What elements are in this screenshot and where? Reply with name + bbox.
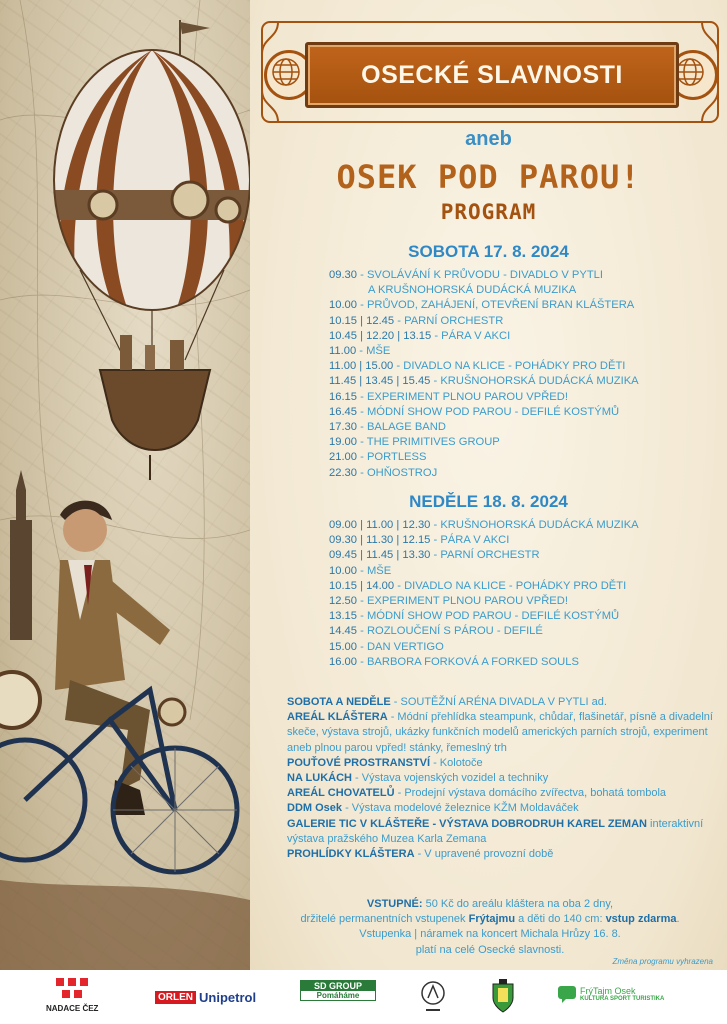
program-time: 17.30 <box>329 421 357 434</box>
ticket-info <box>262 897 718 958</box>
saturday-program <box>329 268 639 481</box>
cez-label: NADACE ČEZ <box>46 1004 99 1013</box>
program-event: A KRUŠNOHORSKÁ DUDÁCKÁ MUZIKA <box>368 284 577 297</box>
program-item <box>329 450 639 465</box>
program-item <box>329 314 639 329</box>
program-event: - DIVADLO NA KLICE - POHÁDKY PRO DĚTI <box>394 579 627 592</box>
program-event: - PÁRA V AKCI <box>430 534 510 547</box>
program-time: 19.00 <box>329 436 357 449</box>
steampunk-illustration <box>0 0 250 970</box>
program-event: - MŠE <box>357 564 392 577</box>
venue-item <box>287 695 719 710</box>
program-time: 10.15 | 12.45 <box>329 314 395 327</box>
osek-emblem-logo <box>420 978 446 1014</box>
orlen-label: ORLEN <box>155 991 196 1004</box>
program-time: 12.50 <box>329 595 357 608</box>
venue-text: - Výstava vojenských vozidel a techniky <box>351 772 549 785</box>
venue-label: DDM Osek <box>287 802 343 815</box>
program-item <box>329 435 639 450</box>
program-time: 13.15 <box>329 610 357 623</box>
program-event: - PÁRA V AKCI <box>431 329 511 342</box>
program-item <box>329 268 639 283</box>
program-item <box>329 518 639 533</box>
venue-label: AREÁL CHOVATELŮ <box>287 787 395 800</box>
venue-item <box>287 756 719 771</box>
program-time: 10.00 <box>329 564 357 577</box>
venue-text: - Módní přehlídka steampunk, chůdař, flašinetář, písně a divadelní skeče, výstava strojů, ukázky funkčních modelů amerických parních strojů, experiment aneb plnou parou vpřed! stánky, řemeslný trh <box>287 711 713 754</box>
program-event: - DIVADLO NA KLICE - POHÁDKY PRO DĚTI <box>393 360 626 373</box>
program-item <box>329 564 639 579</box>
festival-banner <box>305 42 679 108</box>
frytajm-label: FrýTajm Osek <box>580 986 636 996</box>
venues-info <box>287 695 719 862</box>
program-time: 09.30 <box>329 269 357 281</box>
program-event: - BALAGE BAND <box>357 421 446 434</box>
program-item <box>329 344 639 359</box>
program-time: 21.00 <box>329 451 357 464</box>
emblem-icon <box>420 978 446 1014</box>
unipetrol-label: Unipetrol <box>199 990 257 1005</box>
event-title: OSEK POD PAROU! <box>336 158 641 196</box>
program-item <box>329 466 639 481</box>
program-time: 10.00 <box>329 299 357 312</box>
venue-text: - V upravené provozní době <box>414 848 554 861</box>
cez-mark-icon <box>54 976 90 1002</box>
ticket-line-4: platí na celé Osecké slavnosti. <box>415 943 565 956</box>
program-event: - BARBORA FORKOVÁ A FORKED SOULS <box>357 655 579 668</box>
program-event: - DAN VERTIGO <box>357 640 444 653</box>
ticket-line-1: VSTUPNÉ: 50 Kč do areálu kláštera na oba 2 dny, <box>366 898 614 910</box>
program-event: - PORTLESS <box>357 451 427 464</box>
program-time: 22.30 <box>329 466 357 479</box>
sponsor-bar <box>0 970 727 1024</box>
program-item <box>329 655 639 670</box>
program-event: - THE PRIMITIVES GROUP <box>357 436 500 449</box>
program-event: - EXPERIMENT PLNOU PAROU VPŘED! <box>357 595 568 608</box>
frytajm-sub: KULTURA SPORT TURISTIKA <box>580 996 665 1002</box>
frytajm-logo <box>557 984 664 1004</box>
program-item <box>329 624 639 639</box>
program-time: 16.00 <box>329 655 357 668</box>
program-item <box>329 374 639 389</box>
osek-coat-of-arms-logo <box>490 978 516 1014</box>
program-event: - MÓDNÍ SHOW POD PAROU - DEFILÉ KOSTÝMŮ <box>357 405 620 418</box>
program-event: - MÓDNÍ SHOW POD PAROU - DEFILÉ KOSTÝMŮ <box>357 610 620 623</box>
program-item <box>329 283 639 298</box>
program-time: 15.00 <box>329 640 357 653</box>
sunday-program <box>329 518 639 670</box>
program-label: PROGRAM <box>440 200 537 224</box>
program-item <box>329 533 639 548</box>
venue-label: GALERIE TIC V KLÁŠTEŘE - VÝSTAVA DOBRODRUH KAREL ZEMAN <box>287 817 647 830</box>
banner-title: OSECKÉ SLAVNOSTI <box>361 60 623 89</box>
ticket-line-3: Vstupenka | náramek na koncert Michala Hrůzy 16. 8. <box>359 928 621 941</box>
venue-label: SOBOTA A NEDĚLE <box>287 696 391 708</box>
program-item <box>329 548 639 563</box>
sunday-heading: NEDĚLE 18. 8. 2024 <box>409 492 568 511</box>
program-event: - PRŮVOD, ZAHÁJENÍ, OTEVŘENÍ BRAN KLÁŠTERA <box>357 299 635 312</box>
ticket-line-2: držitelé permanentních vstupenek Frýtajmu a děti do 140 cm: vstup zdarma. <box>300 913 680 926</box>
venue-label: NA LUKÁCH <box>287 772 352 785</box>
sd-group-sub: Pomáháme <box>316 991 360 1000</box>
cez-logo <box>46 976 98 1013</box>
program-item <box>329 329 639 344</box>
program-item <box>329 390 639 405</box>
program-event: - PARNÍ ORCHESTR <box>394 314 504 327</box>
venue-item <box>287 771 719 786</box>
program-time: 11.45 | 13.45 | 15.45 <box>329 375 431 388</box>
program-time: 10.45 | 12.20 | 13.15 <box>329 329 432 342</box>
program-item <box>329 359 639 374</box>
program-event: - OHŇOSTROJ <box>357 466 438 479</box>
program-item <box>329 420 639 435</box>
program-time: 16.15 <box>329 390 357 403</box>
venue-text: - Prodejní výstava domácího zvířectva, bohatá tombola <box>394 787 667 800</box>
venue-label: POUŤOVÉ PROSTRANSTVÍ <box>287 756 431 769</box>
program-event: - PARNÍ ORCHESTR <box>430 549 540 562</box>
change-notice: Změna programu vyhrazena <box>612 957 713 966</box>
program-event: - EXPERIMENT PLNOU PAROU VPŘED! <box>357 390 568 403</box>
program-item <box>329 298 639 313</box>
aneb-label: aneb <box>465 128 512 150</box>
coat-of-arms-icon <box>490 978 516 1014</box>
program-item <box>329 640 639 655</box>
orlen-logo <box>155 990 256 1005</box>
illustration-svg <box>0 0 250 970</box>
program-item <box>329 609 639 624</box>
program-time: 14.45 <box>329 625 357 638</box>
venue-item <box>287 817 719 847</box>
program-time: 11.00 <box>329 345 357 358</box>
frytajm-chat-icon <box>557 984 577 1004</box>
program-time: 11.00 | 15.00 <box>329 360 394 373</box>
program-event: - SVOLÁVÁNÍ K PRŮVODU - DIVADLO V PYTLI <box>357 269 603 281</box>
program-time: 09.00 | 11.00 | 12.30 <box>329 519 431 531</box>
sd-group-label: SD GROUP <box>301 981 375 991</box>
venue-label: AREÁL KLÁŠTERA <box>287 711 388 724</box>
program-time: 10.15 | 14.00 <box>329 579 395 592</box>
program-item <box>329 405 639 420</box>
program-event: - KRUŠNOHORSKÁ DUDÁCKÁ MUZIKA <box>430 519 639 531</box>
program-time: 16.45 <box>329 405 357 418</box>
program-time: 09.30 | 11.30 | 12.15 <box>329 534 431 547</box>
frytajm-text <box>580 986 664 1002</box>
program-item <box>329 579 639 594</box>
venue-item <box>287 710 719 756</box>
program-event: - KRUŠNOHORSKÁ DUDÁCKÁ MUZIKA <box>430 375 639 388</box>
program-event: - ROZLOUČENÍ S PÁROU - DEFILÉ <box>357 625 543 638</box>
venue-label: PROHLÍDKY KLÁŠTERA <box>287 848 415 861</box>
saturday-heading: SOBOTA 17. 8. 2024 <box>408 242 569 261</box>
program-item <box>329 594 639 609</box>
venue-item <box>287 786 719 801</box>
venue-item <box>287 847 719 862</box>
venue-text: - Výstava modelové železnice KŽM Moldaváček <box>342 802 579 815</box>
sd-group-logo <box>300 980 376 1001</box>
venue-item <box>287 801 719 816</box>
venue-text: - SOUTĚŽNÍ ARÉNA DIVADLA V PYTLI ad. <box>390 696 607 708</box>
program-event: - MŠE <box>356 345 391 358</box>
venue-text: - Kolotoče <box>430 756 483 769</box>
venue-text: interaktivní výstava pražského Muzea Karla Zemana <box>287 817 704 845</box>
program-time: 09.45 | 11.45 | 13.30 <box>329 549 431 562</box>
